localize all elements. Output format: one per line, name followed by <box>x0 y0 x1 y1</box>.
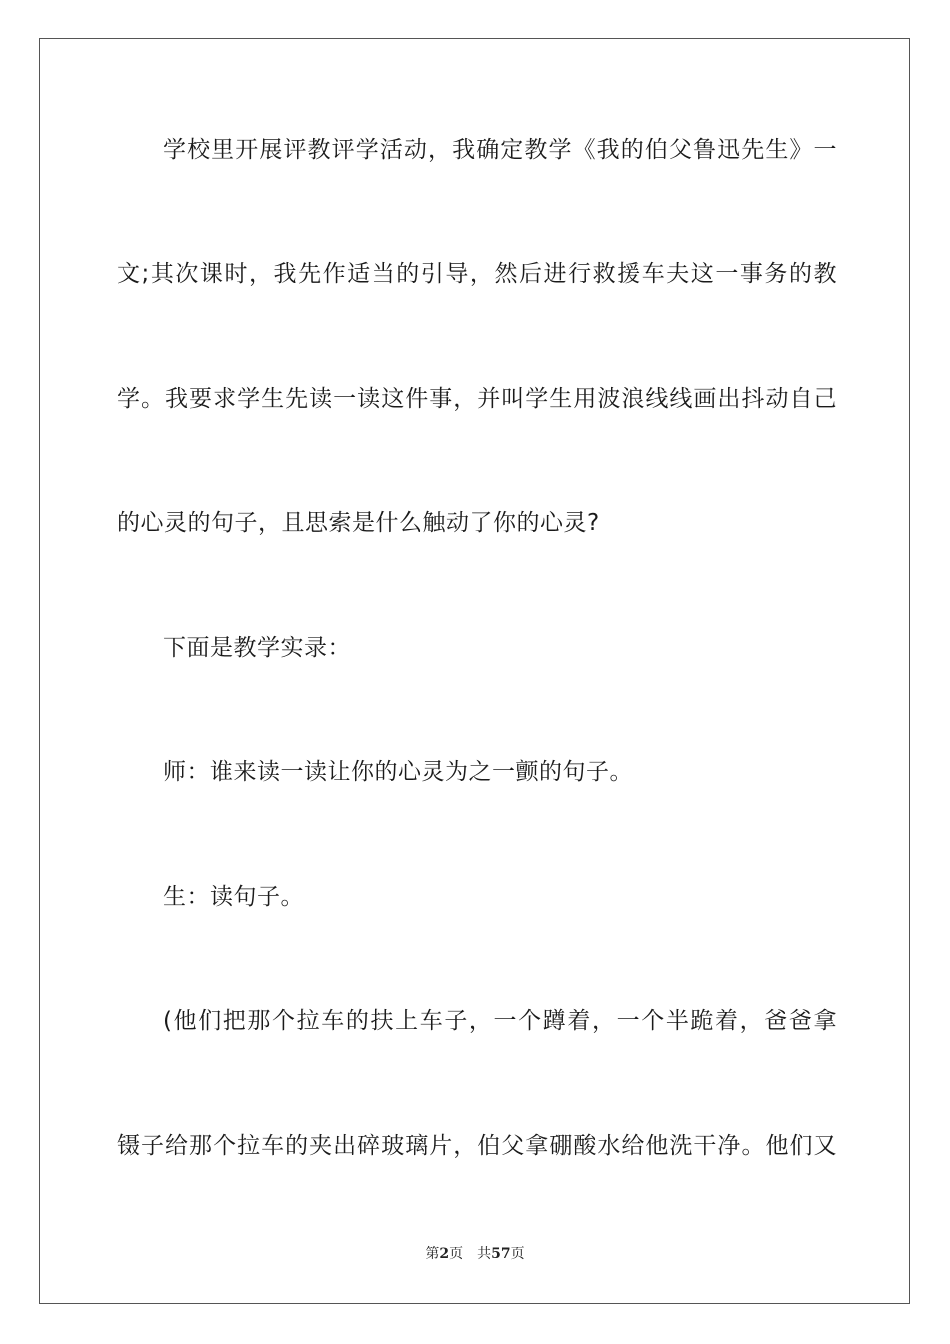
page-suffix: 页 <box>449 1246 464 1262</box>
text-line: 师：谁来读一读让你的心灵为之一颤的句子。 <box>163 759 633 785</box>
page-prefix: 第 <box>425 1246 440 1262</box>
page-total: 57 <box>491 1246 511 1262</box>
text-line: 下面是教学实录： <box>163 635 351 661</box>
total-suffix: 页 <box>510 1246 525 1262</box>
page-footer <box>0 1245 950 1263</box>
text-line: 学。我要求学生先读一读这件事，并叫学生用波浪线线画出抖动自己 <box>117 386 837 412</box>
total-prefix: 共 <box>477 1246 492 1262</box>
page-border <box>39 38 910 1304</box>
text-line: 的心灵的句子，且思索是什么触动了你的心灵? <box>117 510 600 536</box>
text-line: 镊子给那个拉车的夹出碎玻璃片，伯父拿硼酸水给他洗干净。他们又 <box>117 1133 837 1159</box>
text-line: 生：读句子。 <box>163 884 304 910</box>
text-line: 文;其次课时，我先作适当的引导，然后进行救援车夫这一事务的教 <box>117 261 837 287</box>
text-line: 学校里开展评教评学活动，我确定教学《我的伯父鲁迅先生》一 <box>163 137 837 163</box>
page-current: 2 <box>439 1246 450 1262</box>
text-line: (他们把那个拉车的扶上车子，一个蹲着，一个半跪着，爸爸拿 <box>163 1008 837 1034</box>
